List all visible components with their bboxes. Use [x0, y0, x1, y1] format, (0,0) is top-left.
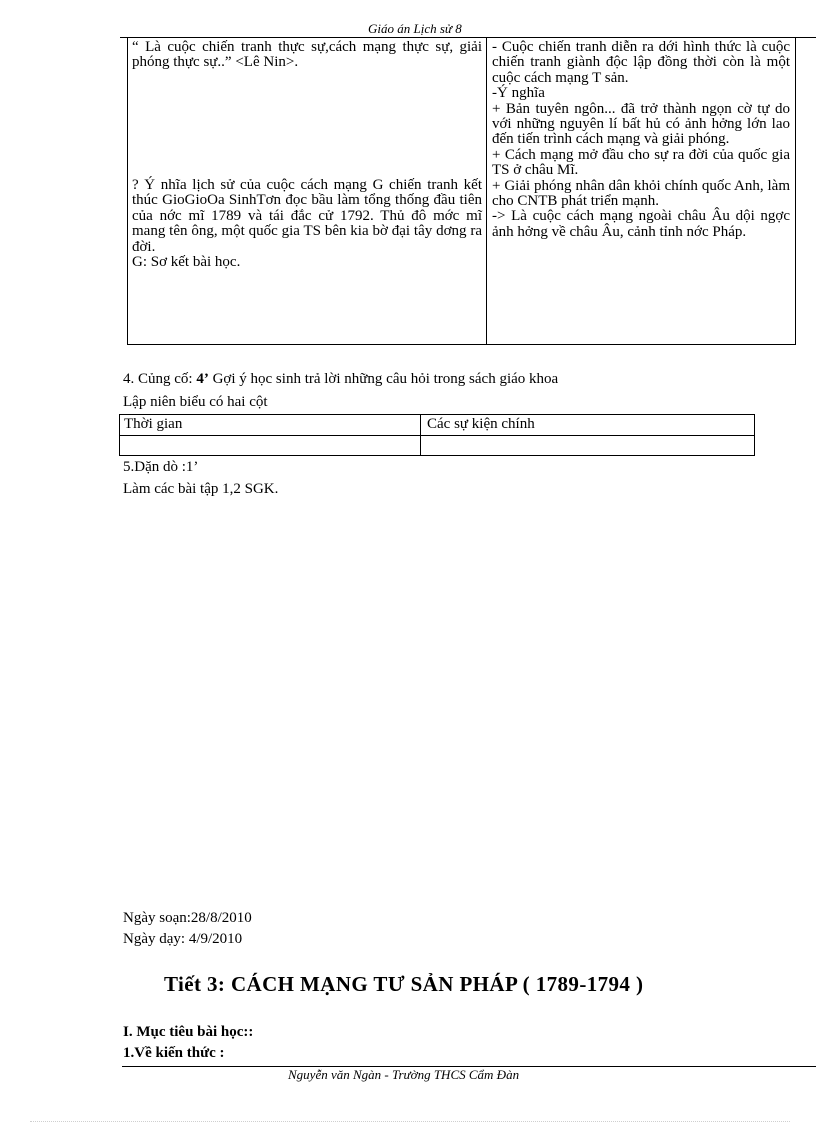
ngay-day: Ngày dạy: 4/9/2010	[123, 931, 243, 947]
right-paragraph: - Cuộc chiến tranh diễn ra dới hình thức là cuộc chiến tranh giành độc lập đồng thời còn là một cuộc cách mạng T sản.	[492, 39, 790, 86]
summary-line: G: Sơ kết bài học.	[132, 254, 241, 271]
cung-co-line	[123, 371, 558, 388]
ngay-soan: Ngày soạn:28/8/2010	[123, 910, 252, 926]
cung-co-time: 4’	[196, 371, 209, 387]
table-row-divider	[120, 435, 754, 436]
lesson-title: Tiết 3: CÁCH MẠNG TƯ SẢN PHÁP ( 1789-1794 )	[164, 972, 644, 996]
chronology-table	[119, 414, 755, 456]
left-top-cell	[132, 40, 482, 71]
right-paragraph: -Ý nghĩa	[492, 85, 545, 102]
lenin-quote: “ Là cuộc chiến tranh thực sự,cách mạng thực sự, giải phóng thực sự..” <Lê Nin>.	[132, 39, 482, 71]
lap-nien-bieu: Lập niên biểu có hai cột	[123, 394, 268, 410]
dan-do: 5.Dặn dò :1’	[123, 459, 199, 475]
col-header-time: Thời gian	[124, 416, 183, 432]
page-header: Giáo án Lịch sử 8	[368, 21, 462, 36]
page-edge	[30, 1121, 790, 1122]
cung-co-prefix: 4. Củng cố:	[123, 371, 197, 387]
homework: Làm các bài tập 1,2 SGK.	[123, 481, 279, 497]
question-paragraph: ? Ý nhĩa lịch sử của cuộc cách mạng G chiến tranh kết thúc GioGioOa SinhTơn đọc bầu làm tổng thống đầu tiên của nớc mĩ 1789 và tái đắc cử 1792. Thủ đô mớc mĩ mang tên ông, một quốc gia TS bên kia bờ đại tây dơng ra đời.	[132, 177, 482, 255]
right-paragraph: + Giải phóng nhân dân khỏi chính quốc Anh, làm cho CNTB phát triển mạnh.	[492, 177, 790, 210]
right-cell	[492, 40, 790, 240]
lesson-table	[127, 37, 796, 345]
kien-thuc-heading: 1.Về kiến thức :	[123, 1045, 225, 1061]
right-paragraph: + Cách mạng mở đầu cho sự ra đời của quốc gia TS ở châu Mĩ.	[492, 146, 790, 179]
col-header-events: Các sự kiện chính	[427, 416, 535, 432]
table-col-divider	[420, 415, 421, 455]
table-divider	[486, 37, 487, 344]
right-paragraph: -> Là cuộc cách mạng ngoài châu Âu dội ngợc ảnh hởng về châu Âu, cảnh tỉnh nớc Pháp.	[492, 208, 790, 240]
muc-tieu-heading: I. Mục tiêu bài học::	[123, 1024, 254, 1040]
right-paragraph: + Bản tuyên ngôn... đã trở thành ngọn cờ tự do với những nguyên lí bất hủ có ảnh hởng lớn lao đến tiến trình cách mạng và giải phóng.	[492, 100, 790, 148]
cung-co-text: Gợi ý học sinh trả lời những câu hỏi trong sách giáo khoa	[208, 371, 559, 387]
left-bottom-cell	[132, 178, 482, 270]
page-footer: Nguyễn văn Ngàn - Trường THCS Cẩm Đàn	[288, 1067, 520, 1082]
